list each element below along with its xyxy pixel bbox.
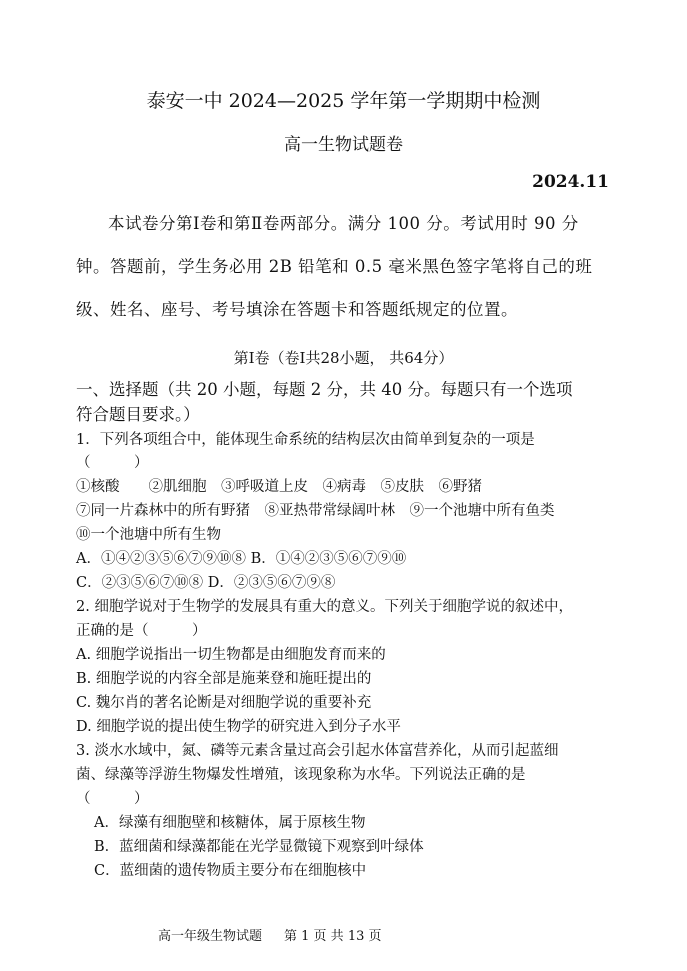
question-stem: 3. 淡水水域中，氮、磷等元素含量过高会引起水体富营养化，从而引起蓝细: [76, 743, 559, 759]
answer-blank: （ ）: [76, 455, 149, 471]
question-stem: 1．下列各项组合中，能体现生命系统的结构层次由简单到复杂的一项是: [76, 432, 535, 448]
question-stem: 2. 细胞学说对于生物学的发展具有重大的意义。下列关于细胞学说的叙述中，: [76, 599, 573, 615]
question-option: D. 细胞学说的提出使生物学的研究进入到分子水平: [76, 719, 401, 735]
section-heading: 第Ⅰ卷（卷Ⅰ共28小题， 共64分）: [233, 349, 454, 367]
question-option: A．绿藻有细胞壁和核糖体，属于原核生物: [94, 815, 366, 831]
answer-blank: （ ）: [76, 791, 149, 807]
question-option: B．蓝细菌和绿藻都能在光学显微镜下观察到叶绿体: [94, 839, 424, 855]
intro-line: 级、姓名、座号、考号填涂在答题卡和答题纸规定的位置。: [76, 300, 518, 319]
question-item-list: ⑦同一片森林中的所有野猪 ⑧亚热带常绿阔叶林 ⑨一个池塘中所有鱼类: [76, 503, 555, 519]
page-footer: [158, 925, 404, 944]
question-option: C. 魏尔肖的著名论断是对细胞学说的重要补充: [76, 695, 372, 711]
footer-course: 高一年级生物试题: [158, 929, 263, 944]
question-stem: 正确的是（ ）: [76, 623, 207, 639]
intro-line: 钟。答题前，学生务必用 2B 铅笔和 0.5 毫米黑色签字笔将自己的班: [76, 257, 593, 276]
question-option: B. 细胞学说的内容全部是施莱登和施旺提出的: [76, 671, 372, 687]
question-option: A．①④②③⑤⑥⑦⑨⑩⑧ B．①④②③⑤⑥⑦⑨⑩: [76, 551, 407, 567]
question-item-list: ⑩一个池塘中所有生物: [76, 527, 221, 543]
question-item-list: ①核酸 ②肌细胞 ③呼吸道上皮 ④病毒 ⑤皮肤 ⑥野猪: [76, 479, 482, 495]
intro-line: 本试卷分第Ⅰ卷和第Ⅱ卷两部分。满分 100 分。考试用时 90 分: [108, 214, 579, 233]
question-option: C．②③⑤⑥⑦⑩⑧ D．②③⑤⑥⑦⑨⑧: [76, 575, 336, 591]
exam-date: 2024.11: [532, 172, 609, 192]
footer-page-number: 第 1 页 共 13 页: [284, 929, 382, 944]
page-title: 泰安一中 2024—2025 学年第一学期期中检测: [146, 90, 541, 112]
page-subtitle: 高一生物试题卷: [284, 135, 403, 155]
question-option: C．蓝细菌的遗传物质主要分布在细胞核中: [94, 863, 367, 879]
question-stem: 菌、绿藻等浮游生物爆发性增殖，该现象称为水华。下列说法正确的是: [76, 767, 526, 783]
question-option: A. 细胞学说指出一切生物都是由细胞发育而来的: [76, 647, 386, 663]
section-instruction: 一、选择题（共 20 小题，每题 2 分，共 40 分。每题只有一个选项: [76, 380, 573, 399]
section-instruction: 符合题目要求。）: [76, 405, 200, 424]
